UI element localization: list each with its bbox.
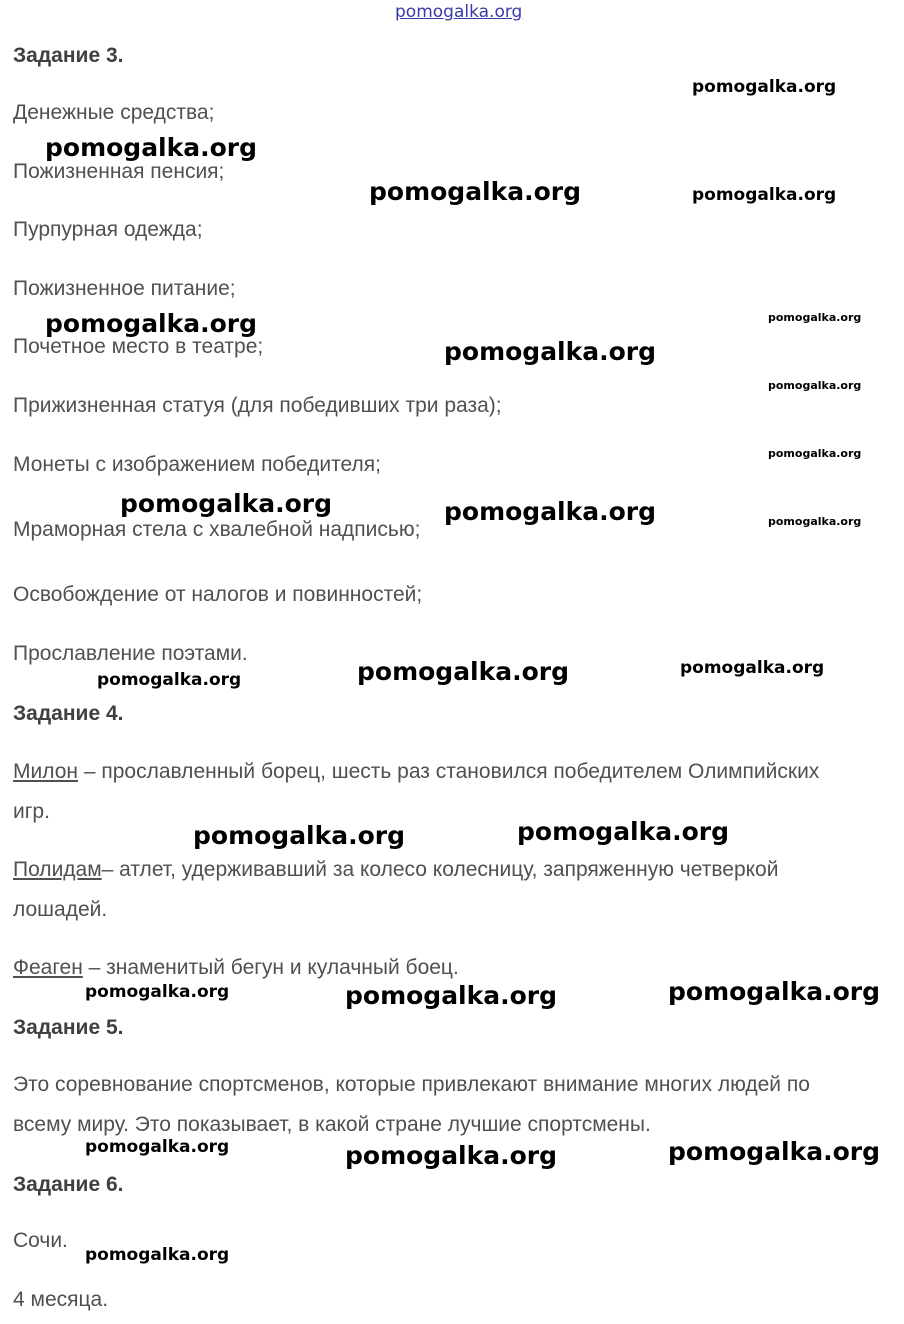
- task6-heading: Задание 6.: [13, 1173, 124, 1196]
- entry-name: Милон: [13, 760, 78, 783]
- task3-item-4: Пожизненное питание;: [13, 277, 236, 300]
- watermark-text: pomogalka.org: [768, 447, 862, 460]
- watermark-text: pomogalka.org: [692, 185, 837, 205]
- watermark-text: pomogalka.org: [345, 1141, 558, 1170]
- task4-entry-polidam: [13, 850, 778, 930]
- watermark-text: pomogalka.org: [85, 1245, 230, 1265]
- watermark-text: pomogalka.org: [768, 379, 862, 392]
- entry-text-cont: лошадей.: [13, 898, 108, 921]
- task5-heading: Задание 5.: [13, 1016, 124, 1039]
- watermark-text: pomogalka.org: [668, 1137, 881, 1166]
- watermark-text: pomogalka.org: [768, 311, 862, 324]
- task3-item-7: Монеты с изображением победителя;: [13, 453, 381, 476]
- watermark-text: pomogalka.org: [680, 658, 825, 678]
- entry-name: Феаген: [13, 956, 83, 979]
- entry-text: – знаменитый бегун и кулачный боец.: [82, 956, 459, 979]
- watermark-text: pomogalka.org: [668, 977, 881, 1006]
- watermark-text: pomogalka.org: [193, 821, 406, 850]
- watermark-text: pomogalka.org: [85, 982, 230, 1002]
- watermark-text: pomogalka.org: [345, 981, 558, 1010]
- watermark-text: pomogalka.org: [768, 515, 862, 528]
- task6-answer-1: Сочи.: [13, 1229, 68, 1252]
- task3-item-3: Пурпурная одежда;: [13, 218, 203, 241]
- task6-answer-2: 4 месяца.: [13, 1288, 109, 1311]
- task3-item-10: Прославление поэтами.: [13, 642, 248, 665]
- watermark-text: pomogalka.org: [120, 489, 333, 518]
- watermark-text: pomogalka.org: [85, 1137, 230, 1157]
- task5-line-1: Это соревнование спортсменов, которые привлекают внимание многих людей по: [13, 1073, 810, 1096]
- watermark-text: pomogalka.org: [357, 657, 570, 686]
- task4-heading: Задание 4.: [13, 702, 124, 725]
- task5-answer: [13, 1065, 810, 1145]
- entry-text: – прославленный борец, шесть раз становился победителем Олимпийских: [78, 760, 820, 783]
- task3-item-1: Денежные средства;: [13, 101, 215, 124]
- entry-text-cont: игр.: [13, 800, 50, 823]
- watermark-text: pomogalka.org: [692, 77, 837, 97]
- header-site-link[interactable]: pomogalka.org: [395, 2, 523, 22]
- task3-item-8: Мраморная стела с хвалебной надписью;: [13, 518, 421, 541]
- watermark-text: pomogalka.org: [444, 497, 657, 526]
- watermark-text: pomogalka.org: [97, 670, 242, 690]
- task5-line-2: всему миру. Это показывает, в какой стране лучшие спортсмены.: [13, 1113, 651, 1136]
- task3-item-2: Пожизненная пенсия;: [13, 160, 225, 183]
- watermark-text: pomogalka.org: [45, 133, 258, 162]
- watermark-text: pomogalka.org: [517, 817, 730, 846]
- watermark-text: pomogalka.org: [45, 309, 258, 338]
- entry-text: – атлет, удерживавший за колесо колесницу, запряженную четверкой: [101, 858, 779, 881]
- entry-name: Полидам: [13, 858, 102, 881]
- task3-heading: Задание 3.: [13, 44, 124, 67]
- task3-item-5: Почетное место в театре;: [13, 335, 264, 358]
- watermark-text: pomogalka.org: [444, 337, 657, 366]
- task3-item-6: Прижизненная статуя (для победивших три раза);: [13, 394, 502, 417]
- watermark-text: pomogalka.org: [369, 177, 582, 206]
- task3-item-9: Освобождение от налогов и повинностей;: [13, 583, 423, 606]
